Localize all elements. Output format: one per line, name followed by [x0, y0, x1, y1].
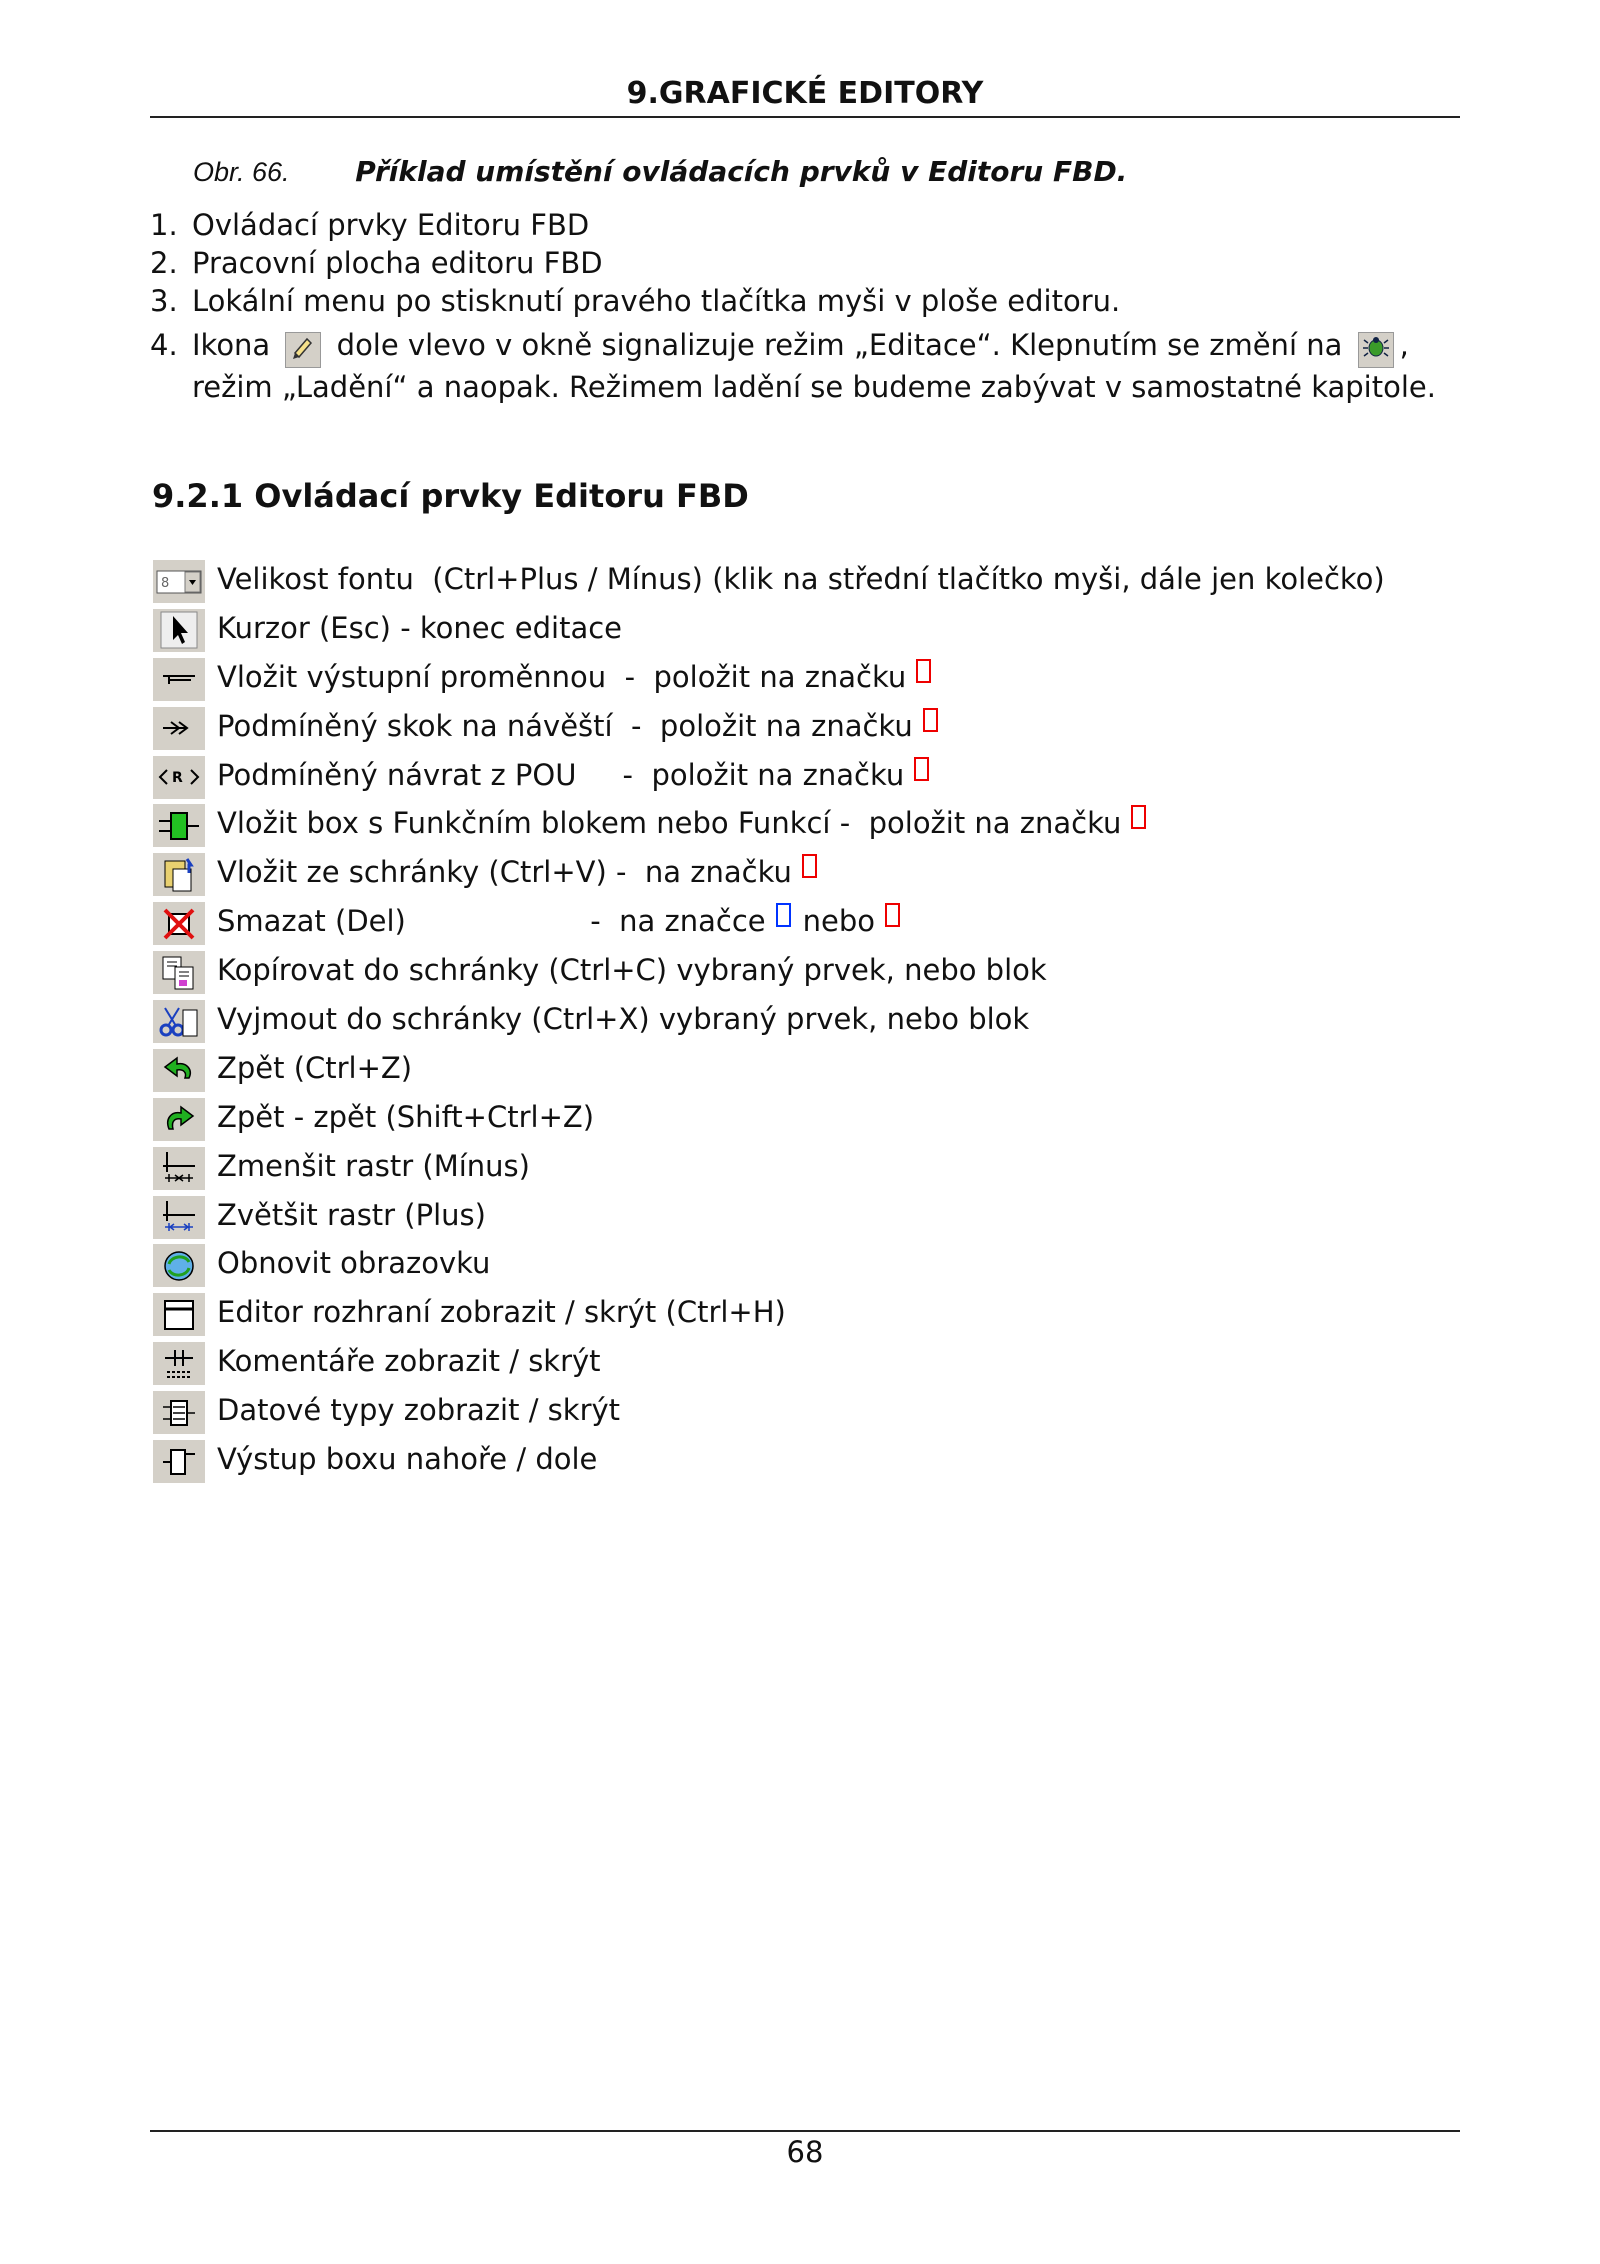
interface-editor-icon: [153, 1293, 205, 1336]
tool-row: [153, 994, 1453, 1043]
tool-row: [153, 847, 1453, 896]
return-icon: [153, 756, 205, 799]
debug-mode-icon: [1358, 332, 1394, 368]
tool-row: [153, 1141, 1453, 1190]
tool-description: Komentáře zobrazit / skrýt: [217, 1344, 601, 1379]
tool-description: Editor rozhraní zobrazit / skrýt (Ctrl+H): [217, 1295, 786, 1330]
delete-icon: [153, 902, 205, 945]
edit-mode-icon: [285, 332, 321, 368]
tool-description: Výstup boxu nahoře / dole: [217, 1442, 598, 1477]
tool-row: [153, 945, 1453, 994]
paste-icon: [153, 853, 205, 896]
tool-row: [153, 652, 1453, 701]
data-types-icon: [153, 1391, 205, 1434]
tool-row: [153, 603, 1453, 652]
list-item: 2. Pracovní plocha editoru FBD: [150, 246, 603, 280]
tool-description: Vložit box s Funkčním blokem nebo Funkcí - položit na značku: [217, 804, 1146, 842]
cut-icon: [153, 1000, 205, 1043]
refresh-icon: [153, 1244, 205, 1287]
tool-description: Velikost fontu (Ctrl+Plus / Mínus) (klik na střední tlačítko myši, dále jen kolečko): [217, 562, 1385, 596]
tool-description: Zmenšit rastr (Mínus): [217, 1148, 530, 1183]
copy-icon: [153, 951, 205, 994]
tool-description: Obnovit obrazovku: [217, 1246, 491, 1281]
tool-description: Zvětšit rastr (Plus): [217, 1197, 486, 1232]
box-output-icon: [153, 1440, 205, 1483]
tool-description: Kopírovat do schránky (Ctrl+C) vybraný prvek, nebo blok: [217, 953, 1047, 988]
function-block-icon: [153, 804, 205, 847]
grid-decrease-icon: [153, 1147, 205, 1190]
tool-description: Podmíněný návrat z POU - položit na značku: [217, 756, 929, 794]
section-heading: 9.2.1 Ovládací prvky Editoru FBD: [152, 477, 749, 515]
tool-row: [153, 1238, 1453, 1287]
tool-row: [153, 798, 1453, 847]
blue-marker-icon: [776, 903, 791, 927]
tool-row: [153, 1043, 1453, 1092]
caption-number: Obr. 66.: [193, 157, 290, 187]
tool-row: [153, 750, 1453, 799]
toolbar-description-list: [153, 554, 1453, 1483]
caption-text: Příklad umístění ovládacích prvků v Editoru FBD.: [355, 155, 1128, 188]
tool-row: [153, 1092, 1453, 1141]
header-rule: [150, 116, 1460, 118]
tool-description: Datové typy zobrazit / skrýt: [217, 1393, 621, 1428]
figure-caption: [193, 155, 1127, 188]
tool-row: [153, 1287, 1453, 1336]
font-size-combo-icon: [153, 560, 205, 603]
tool-row: [153, 1434, 1453, 1483]
red-marker-icon: [916, 659, 931, 683]
red-marker-icon: [923, 708, 938, 732]
jump-icon: [153, 707, 205, 750]
cursor-icon: [153, 609, 205, 652]
list-item: 3. Lokální menu po stisknutí pravého tlačítka myši v ploše editoru.: [150, 284, 1121, 318]
svg-text:R: R: [172, 770, 183, 787]
comments-icon: [153, 1342, 205, 1385]
tool-description: Zpět (Ctrl+Z): [217, 1050, 413, 1085]
list-item: 4. Ikona dole vlevo v okně signalizuje režim „Editace“. Klepnutím se změní na , režim „Ladění“ a naopak. Režimem ladění se budeme zabývat v samostatné kapitole.: [150, 328, 1436, 404]
red-marker-icon: [1131, 805, 1146, 829]
red-marker-icon: [885, 903, 900, 927]
tool-description: Smazat (Del) - na značce nebo: [217, 902, 900, 940]
grid-increase-icon: [153, 1196, 205, 1239]
footer-rule: [150, 2130, 1460, 2132]
tool-description: Kurzor (Esc) - konec editace: [217, 610, 623, 645]
tool-description: Podmíněný skok na návěští - položit na značku: [217, 707, 938, 745]
page-header: 9.GRAFICKÉ EDITORY: [626, 76, 984, 111]
list-item: 1. Ovládací prvky Editoru FBD: [150, 208, 590, 242]
tool-row: [153, 554, 1453, 603]
tool-row: [153, 701, 1453, 750]
numbered-list: [150, 206, 1460, 406]
output-variable-icon: [153, 658, 205, 701]
tool-description: Vložit ze schránky (Ctrl+V) - na značku: [217, 853, 817, 891]
red-marker-icon: [802, 854, 817, 878]
svg-text:8: 8: [161, 575, 170, 591]
tool-row: [153, 896, 1453, 945]
redo-icon: [153, 1098, 205, 1141]
red-marker-icon: [914, 757, 929, 781]
tool-description: Zpět - zpět (Shift+Ctrl+Z): [217, 1099, 595, 1134]
page-number: 68: [786, 2135, 824, 2169]
tool-row: [153, 1385, 1453, 1434]
tool-row: [153, 1336, 1453, 1385]
tool-row: [153, 1190, 1453, 1239]
tool-description: Vložit výstupní proměnnou - položit na značku: [217, 658, 931, 696]
tool-description: Vyjmout do schránky (Ctrl+X) vybraný prvek, nebo blok: [217, 1002, 1030, 1037]
undo-icon: [153, 1049, 205, 1092]
